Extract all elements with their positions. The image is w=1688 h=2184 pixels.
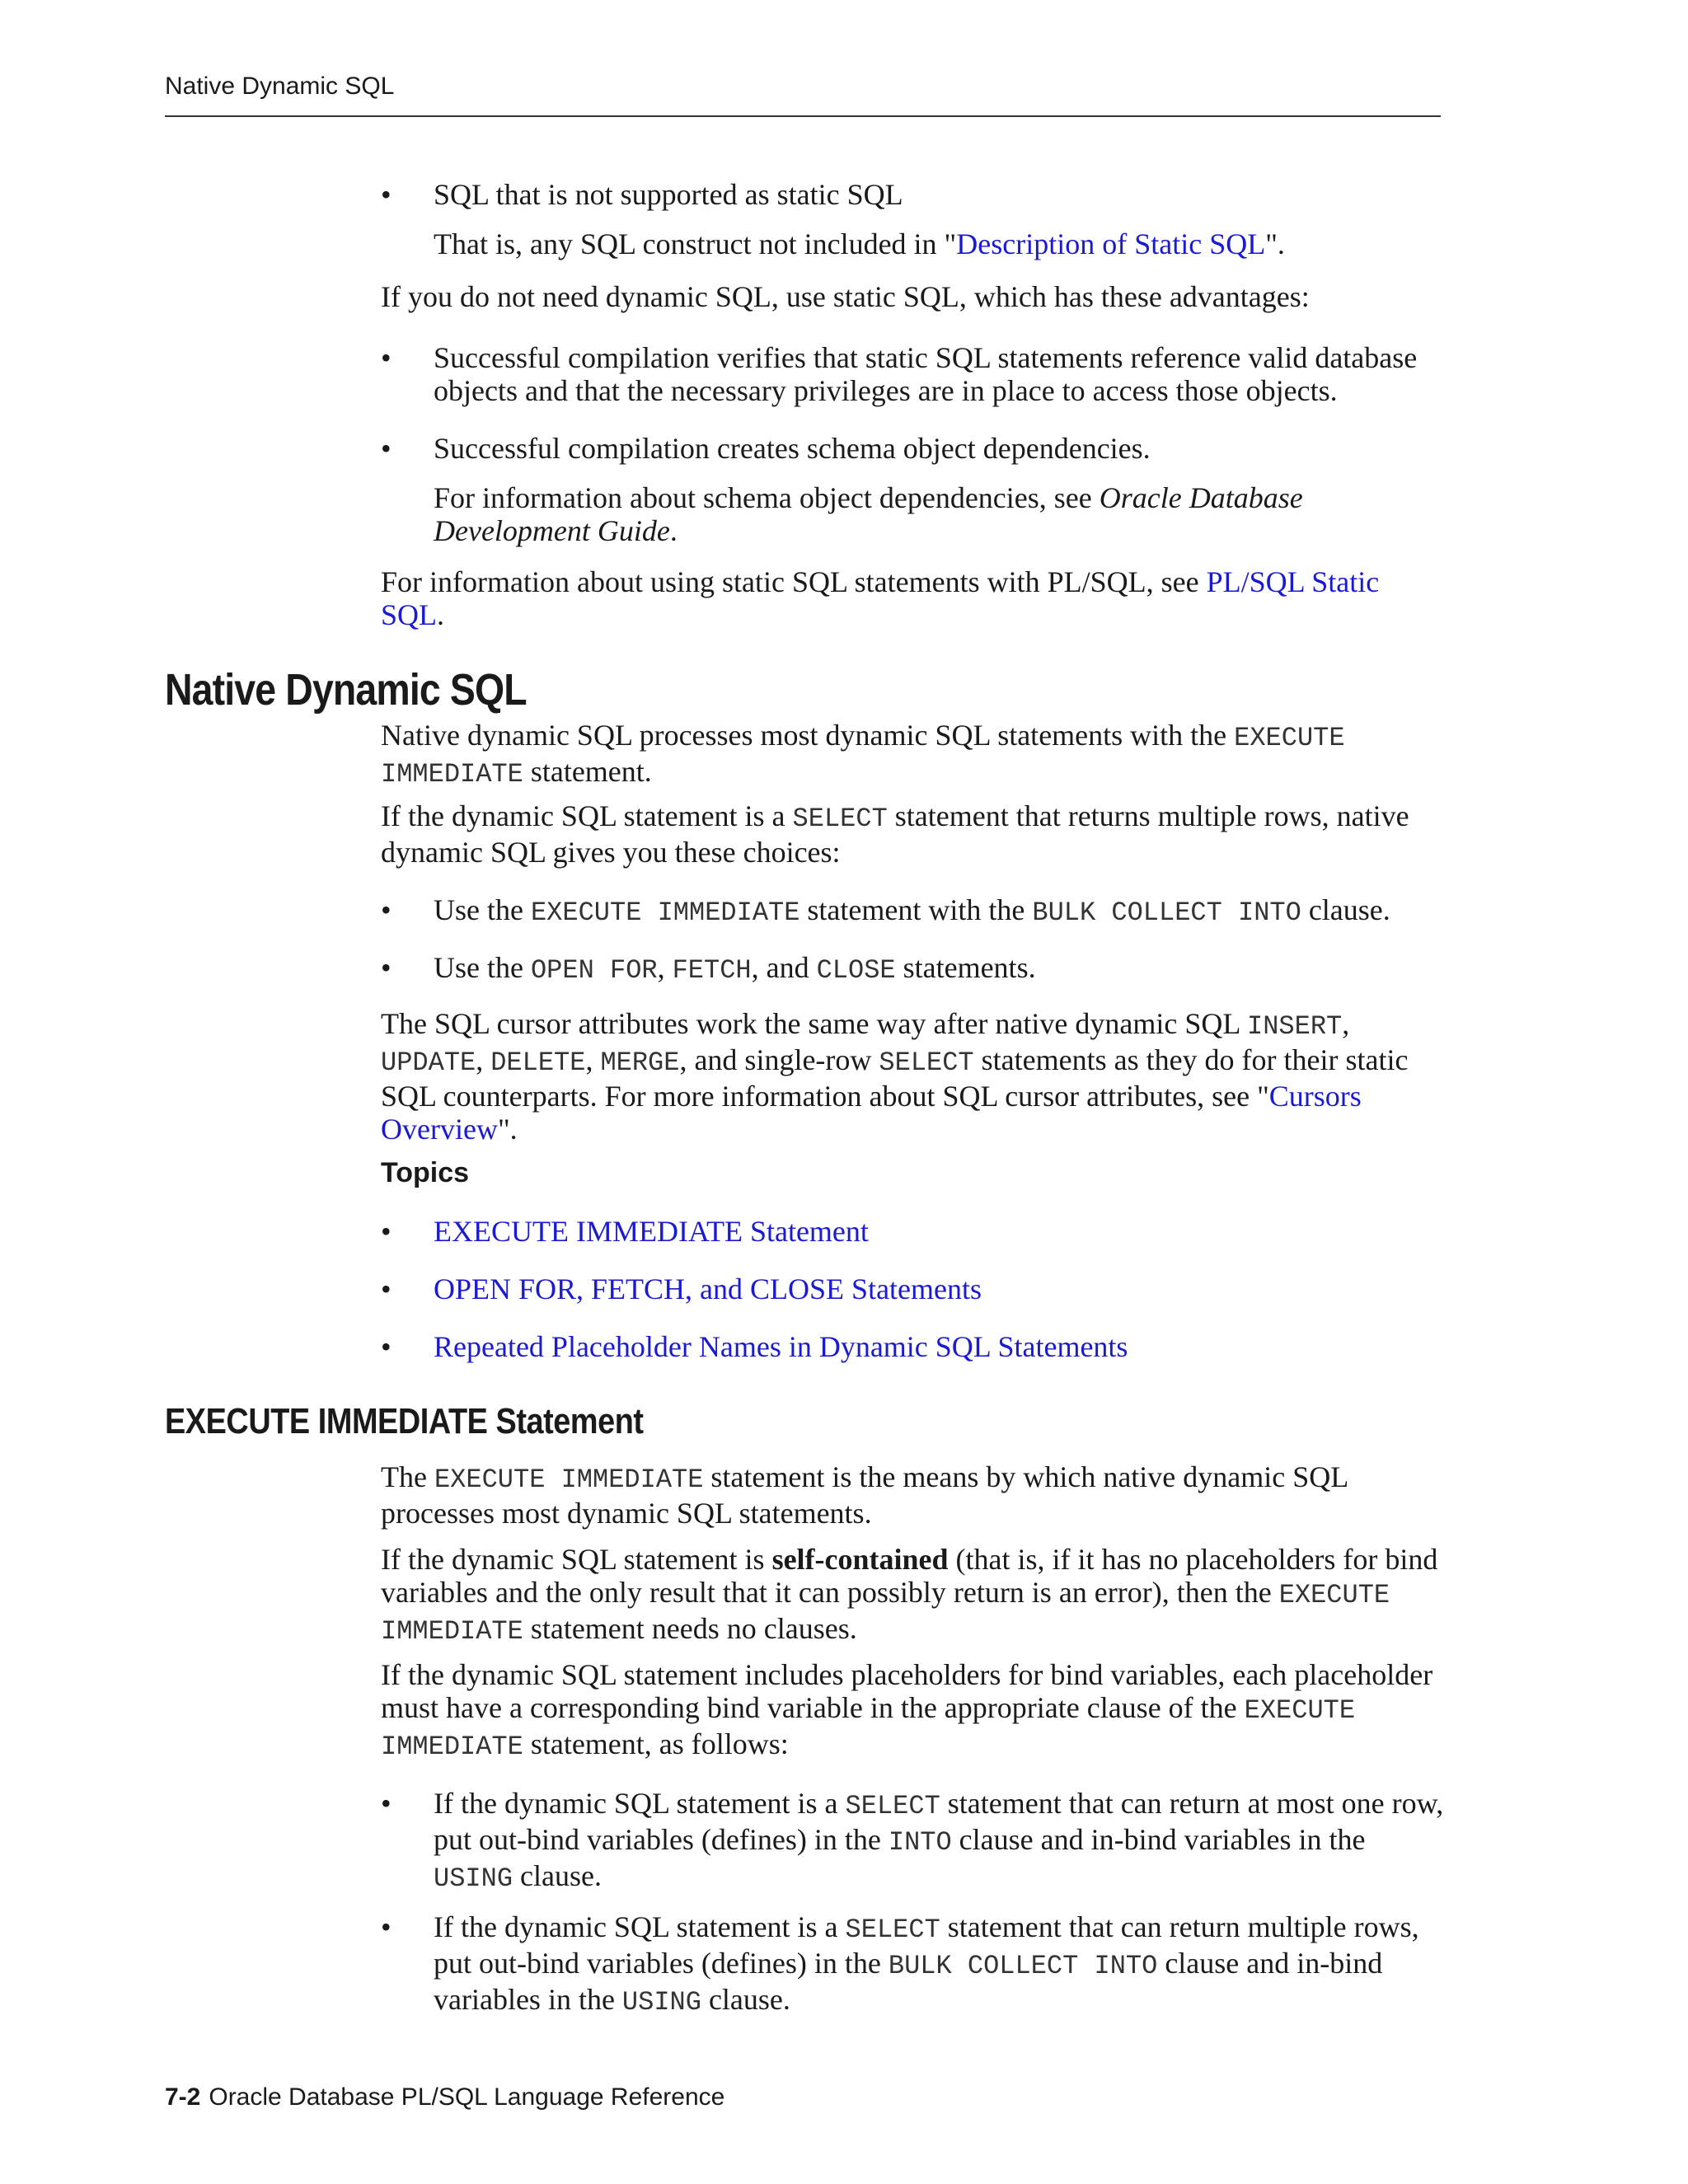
bullet-icon: • xyxy=(381,178,392,211)
paragraph: The EXECUTE IMMEDIATE statement is the means by which native dynamic SQL processes most dynamic SQL statements. xyxy=(381,1460,1348,1530)
paragraph: The SQL cursor attributes work the same way after native dynamic SQL INSERT, UPDATE, DELETE, MERGE, and single-row SELECT statements as they do for their static SQL counterparts. For more information about SQL cursor attributes, see "Cursors Overview". xyxy=(381,1007,1409,1146)
bullet-icon: • xyxy=(381,1215,392,1248)
bullet-icon: • xyxy=(381,1787,392,1820)
link-topic-execute-immediate[interactable]: EXECUTE IMMEDIATE Statement xyxy=(434,1215,869,1248)
link-description-of-static-sql[interactable]: Description of Static SQL xyxy=(956,227,1266,260)
bold-term: self-contained xyxy=(771,1543,949,1576)
code-term: SELECT xyxy=(792,804,888,834)
list-item-note: For information about schema object dependencies, see Oracle Database Development Guide. xyxy=(434,481,1303,547)
paragraph: If you do not need dynamic SQL, use static SQL, which has these advantages: xyxy=(381,280,1310,313)
bullet-icon: • xyxy=(381,341,392,374)
bullet-icon: • xyxy=(381,1330,392,1363)
code-term: EXECUTE IMMEDIATE xyxy=(434,1465,704,1495)
code-term: EXECUTE IMMEDIATE xyxy=(530,898,800,928)
header-rule xyxy=(165,115,1441,117)
book-title-reference: Oracle Database Development Guide xyxy=(434,481,1303,547)
link-cursors-overview[interactable]: Cursors Overview xyxy=(381,1080,1362,1146)
paragraph: If the dynamic SQL statement includes placeholders for bind variables, each placeholder must have a corresponding bind variable in the appropriate clause of the EXECUTE IMMEDIATE statement, as follows: xyxy=(381,1658,1433,1762)
code-term: MERGE xyxy=(600,1047,680,1078)
code-term: BULK COLLECT INTO xyxy=(1032,898,1301,928)
book-title: Oracle Database PL/SQL Language Reference xyxy=(209,2083,725,2111)
bullet-icon: • xyxy=(381,1910,392,1943)
code-term: INSERT xyxy=(1247,1011,1343,1042)
list-item-note: That is, any SQL construct not included in "Description of Static SQL". xyxy=(434,227,1285,260)
code-term: SELECT xyxy=(845,1915,940,1945)
running-header: Native Dynamic SQL xyxy=(165,73,395,100)
link-plsql-static-sql[interactable]: PL/SQL Static SQL xyxy=(381,565,1380,631)
code-term: DELETE xyxy=(490,1047,586,1078)
link-topic-repeated-placeholder-names[interactable]: Repeated Placeholder Names in Dynamic SQL Statements xyxy=(434,1330,1128,1363)
code-term: BULK COLLECT INTO xyxy=(888,1951,1158,1981)
page-number: 7-2 xyxy=(165,2083,201,2111)
topics-label: Topics xyxy=(381,1157,470,1188)
bullet-icon: • xyxy=(381,1272,392,1305)
section-heading: Native Dynamic SQL xyxy=(165,665,527,715)
bullet-icon: • xyxy=(381,893,392,926)
code-term: CLOSE xyxy=(816,955,896,986)
paragraph: If the dynamic SQL statement is self-contained (that is, if it has no placeholders for bind variables and the only result that it can possibly return is an error), then the EXECUTE IMMEDIATE statement needs no clauses. xyxy=(381,1543,1438,1647)
link-topic-open-for-fetch-close[interactable]: OPEN FOR, FETCH, and CLOSE Statements xyxy=(434,1272,982,1305)
code-term: SELECT xyxy=(845,1791,940,1821)
code-term: INTO xyxy=(888,1827,952,1858)
paragraph: Native dynamic SQL processes most dynamic SQL statements with the EXECUTE IMMEDIATE statement. xyxy=(381,719,1345,790)
page-footer xyxy=(165,2083,724,2111)
bullet-icon: • xyxy=(381,951,392,984)
code-term: SELECT xyxy=(879,1047,974,1078)
code-term: OPEN FOR xyxy=(530,955,658,986)
code-term: USING xyxy=(621,1987,701,2018)
bullet-icon: • xyxy=(381,432,392,465)
paragraph: For information about using static SQL statements with PL/SQL, see PL/SQL Static SQL. xyxy=(381,565,1380,631)
code-term: FETCH xyxy=(672,955,752,986)
code-term: EXECUTE IMMEDIATE xyxy=(381,1695,1356,1762)
paragraph: If the dynamic SQL statement is a SELECT statement that returns multiple rows, native dynamic SQL gives you these choices: xyxy=(381,799,1409,869)
subsection-heading: EXECUTE IMMEDIATE Statement xyxy=(165,1401,644,1441)
code-term: EXECUTE IMMEDIATE xyxy=(381,1580,1390,1647)
code-term: USING xyxy=(434,1863,513,1894)
code-term: EXECUTE IMMEDIATE xyxy=(381,723,1345,790)
code-term: UPDATE xyxy=(381,1047,476,1078)
